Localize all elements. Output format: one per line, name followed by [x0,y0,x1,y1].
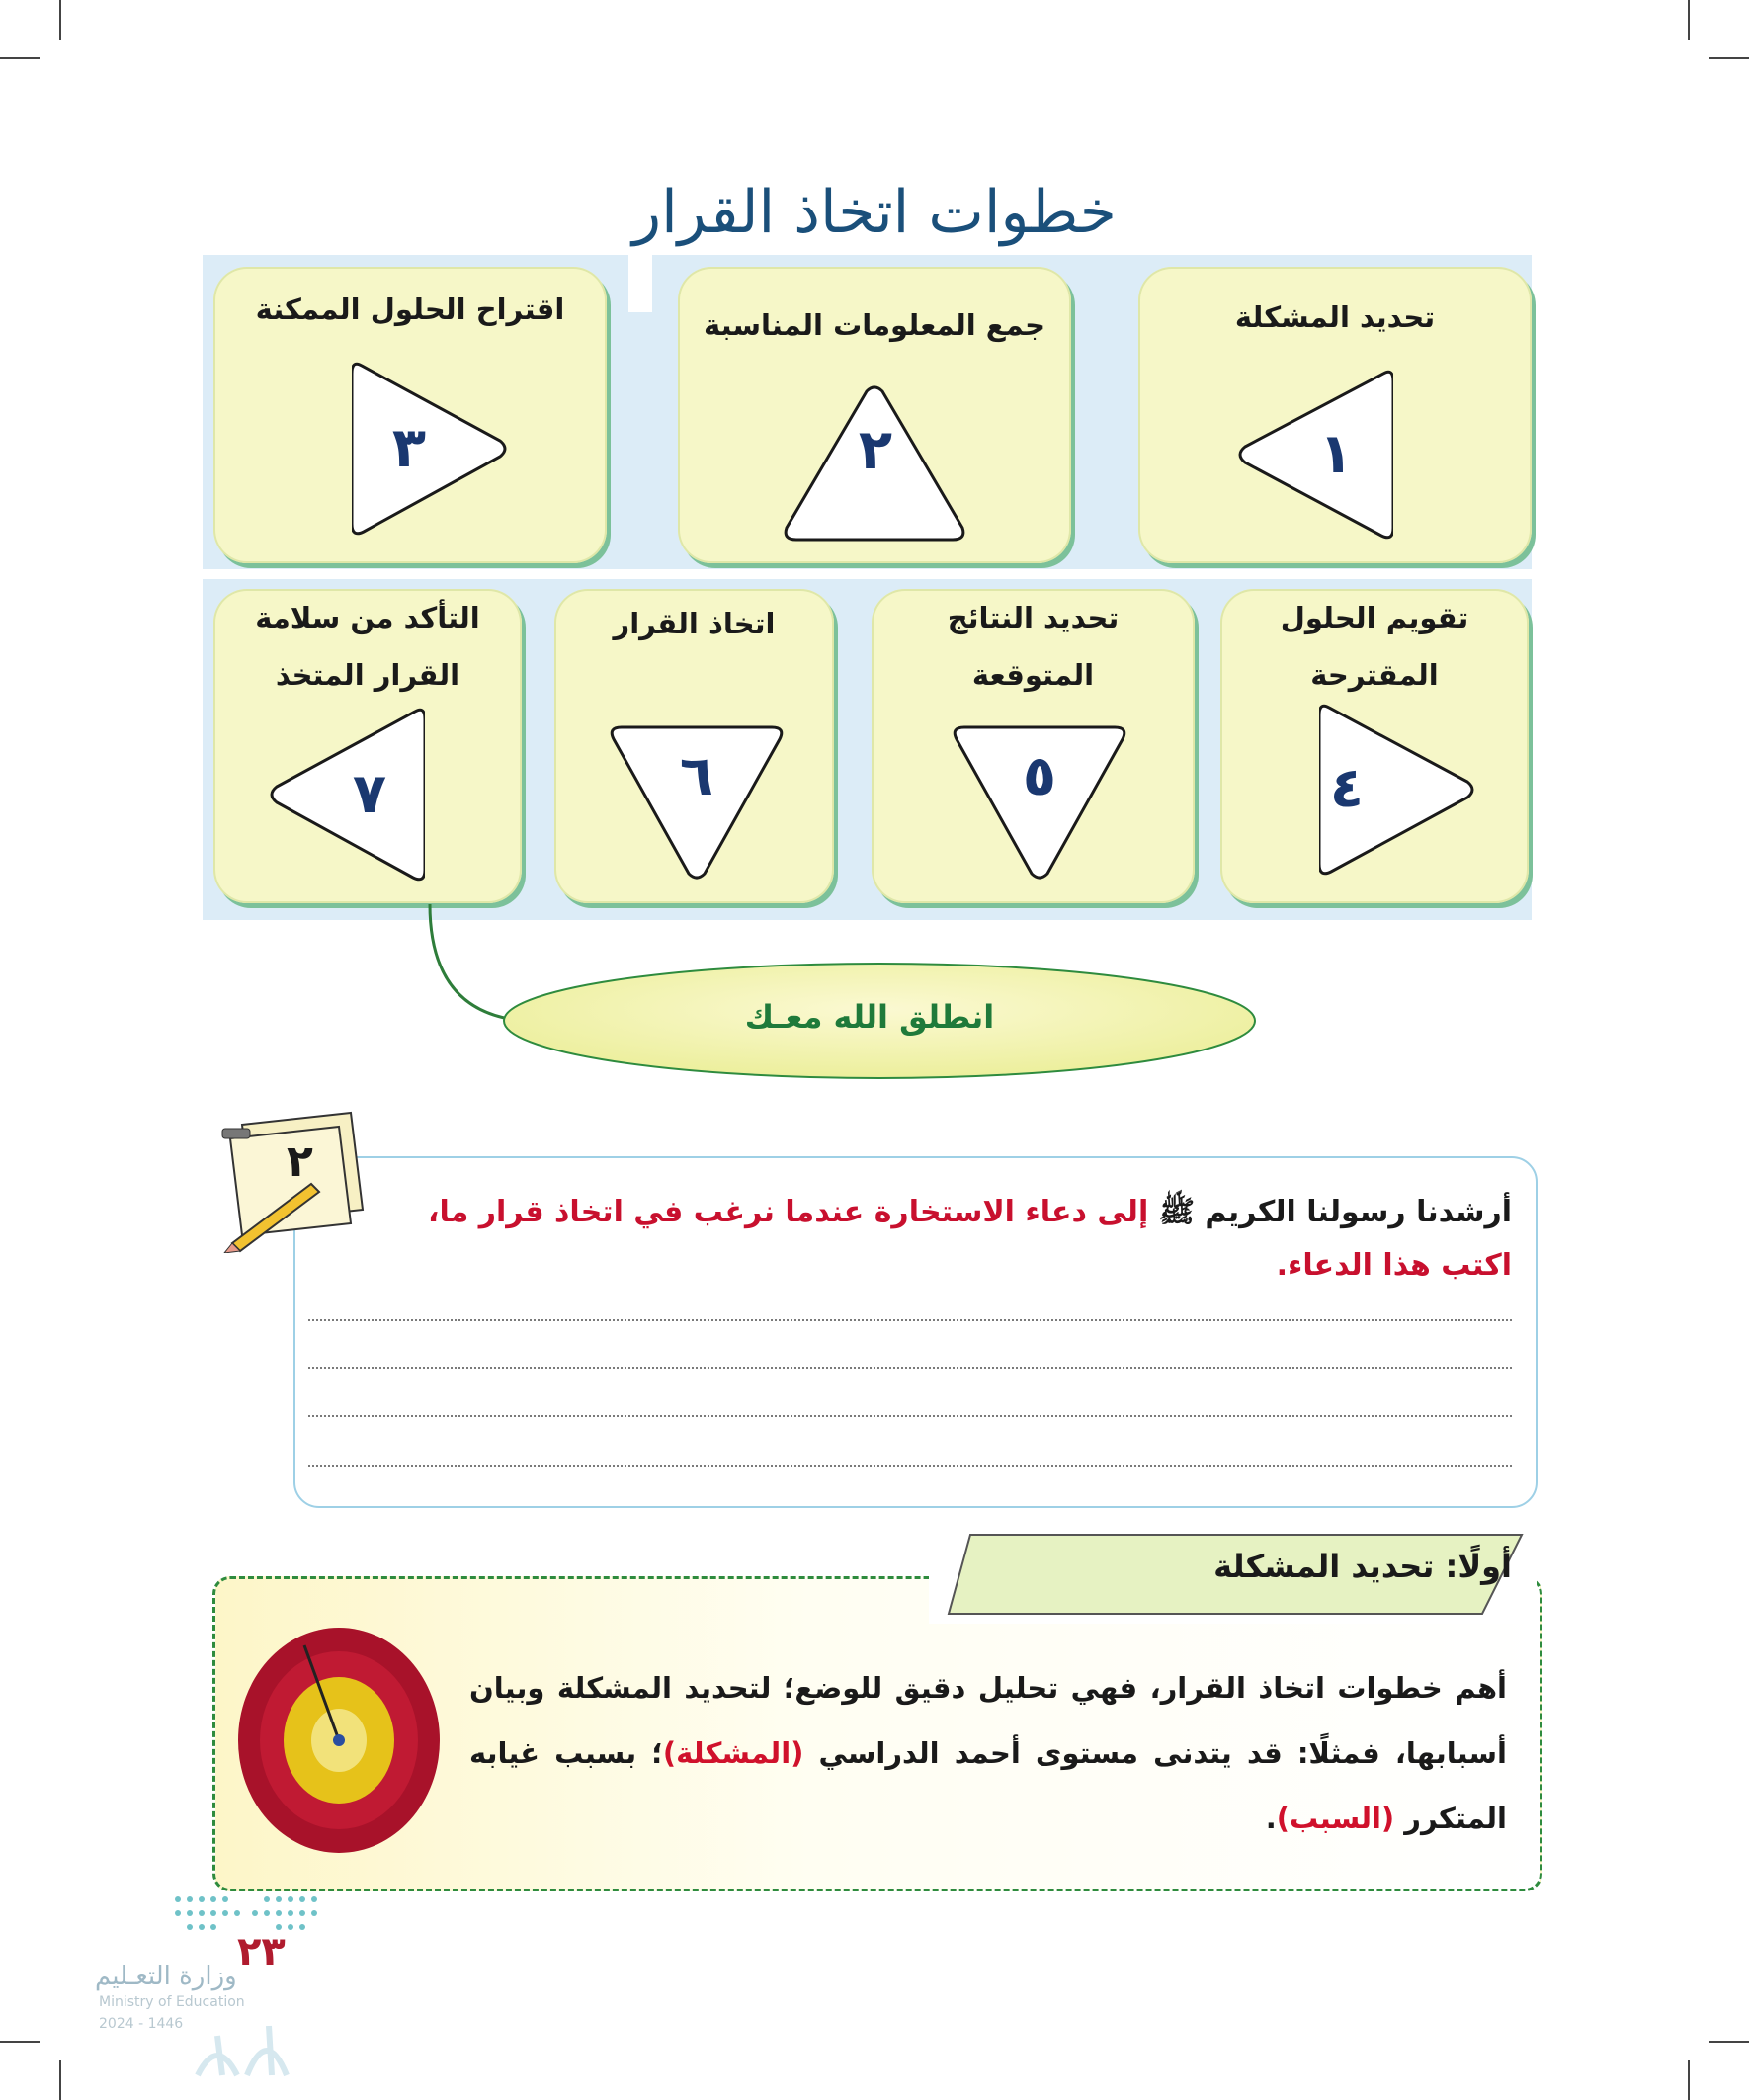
step-label: تقويم الحلول [1280,601,1469,634]
step-label: اقتراح الحلول الممكنة [255,293,565,326]
step-label: تحديد النتائج [947,601,1120,634]
step-label: التأكد من سلامة [255,601,480,634]
step-card-1 [1138,267,1532,563]
step-card-4 [1220,589,1529,903]
crop-mark [59,0,61,40]
target-dartboard-icon [235,1626,443,1855]
section-text-part1: أهم خطوات اتخاذ القرار، فهي تحليل دقيق للوضع؛ لتحديد المشكلة وبيان أسبابها، فمثلًا: قد يتدنى مستوى أحمد الدراسي [469,1671,1507,1770]
crop-mark [59,2060,61,2100]
step-number: ٥ [1022,744,1057,808]
activity-line2: اكتب هذا الدعاء. [1276,1248,1512,1283]
answer-line[interactable] [308,1367,1512,1369]
step-label: المتوقعة [971,658,1095,692]
step-label: تحديد المشكلة [1234,300,1436,334]
step-number: ١ [1318,422,1354,486]
crop-mark [1688,2060,1690,2100]
step-card-3 [213,267,607,563]
step-number: ٣ [391,416,427,480]
ministry-name-en: Ministry of Education [99,1994,245,2010]
step-label: المقترحة [1310,658,1439,692]
oval-text: انطلق الله معـك [744,998,995,1036]
answer-line[interactable] [308,1319,1512,1321]
step-number: ٤ [1329,756,1365,820]
section-heading: أولًا: تحديد المشكلة [1213,1548,1512,1585]
activity-line1-start: أرشدنا رسولنا الكريم [1205,1195,1512,1229]
section-body [469,1655,1507,1851]
activity-prompt [306,1186,1512,1293]
section-text-end: . [1265,1802,1277,1835]
step-card-2 [678,267,1071,563]
crop-mark [0,2041,40,2043]
crop-mark [1709,57,1749,59]
page-title: خطوات اتخاذ القرار [632,178,1117,247]
activity-badge-number: ٢ [287,1136,313,1187]
step-label: جمع المعلومات المناسبة [704,308,1045,342]
title-gap [628,247,652,312]
answer-line[interactable] [308,1465,1512,1467]
ministry-name-ar: وزارة التعـليم [95,1962,237,1991]
activity-line1-end: إلى دعاء الاستخارة عندما نرغب في اتخاذ قرار ما، [428,1195,1149,1229]
crop-mark [0,57,40,59]
step-card-6 [554,589,834,903]
step-label: اتخاذ القرار [613,607,776,640]
step-card-5 [872,589,1195,903]
page-number: ٢٣ [237,1929,286,1974]
salutation-glyph: ﷺ [1158,1195,1195,1229]
step-number: ٦ [679,744,714,808]
highlight-cause: (السبب) [1276,1802,1395,1835]
step-number: ٢ [858,418,893,482]
step-number: ٧ [352,762,387,826]
crop-mark [1688,0,1690,40]
ministry-book-watermark [178,2016,326,2085]
answer-line[interactable] [308,1415,1512,1417]
section-text-part2: ؛ بسبب غيابه المتكرر [469,1736,1507,1835]
step-card-7 [213,589,522,903]
step-label: القرار المتخذ [275,658,460,692]
academic-year: 2024 - 1446 [99,2016,184,2032]
crop-mark [1709,2041,1749,2043]
highlight-problem: (المشكلة) [662,1736,804,1770]
